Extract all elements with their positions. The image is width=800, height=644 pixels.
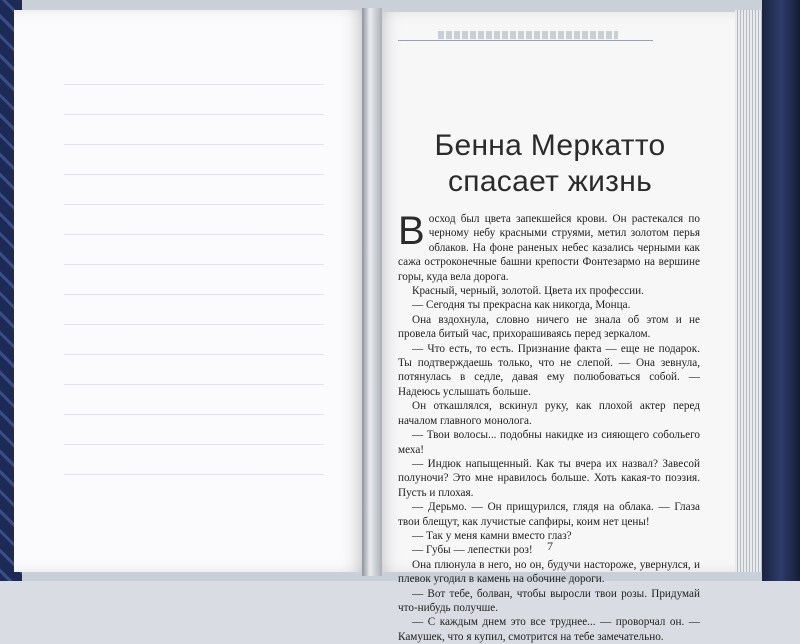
left-page [14, 10, 370, 572]
paragraph: — С каждым днем это все труднее... — проворчал он. — Камушек, что я купил, смотрится на тебе замечательно. [398, 616, 700, 643]
page-number: 7 [547, 539, 553, 553]
paragraph: — Дерьмо. — Он прищурился, глядя на облака. — Глаза твои блещут, как лучистые сапфиры, коим нет цены! [398, 501, 700, 528]
drop-cap: В [398, 209, 425, 253]
paragraph: Красный, черный, золотой. Цвета их профессии. [412, 285, 644, 298]
paragraph: — Индюк напыщенный. Как ты вчера их назвал? Завесой полуночи? Это мне нравилось больше. Хоть какая-то поэзия. Пусть и плохая. [398, 457, 700, 499]
paragraph: — Вот тебе, болван, чтобы выросли твои розы. Придумай что-нибудь получше. [398, 587, 700, 614]
header-rule [398, 40, 653, 41]
paragraph: — Сегодня ты прекрасна как никогда, Монца. [412, 299, 631, 312]
paragraph: Она вздохнула, словно ничего не знала об этом и не провела битый час, прихорашиваясь перед зеркалом. [398, 313, 700, 341]
page-edges [735, 10, 765, 572]
running-header [438, 31, 618, 39]
paragraph: — Губы — лепестки роз! [412, 544, 533, 557]
chapter-title [400, 128, 700, 200]
bleed-through-text [64, 70, 324, 490]
paragraph: — Так у меня камни вместо глаз? [412, 529, 572, 542]
paragraph: Он откашлялся, вскинул руку, как плохой актер перед началом главного монолога. [398, 400, 700, 427]
book-gutter [362, 8, 382, 576]
paragraph: Она плюнула в него, но он, будучи настороже, увернулся, и плевок угодил в камень на обочине дороги. [398, 558, 700, 586]
right-cover-edge [762, 0, 800, 581]
paragraph: — Твои волосы... подобны накидке из сияющего собольего меха! [398, 429, 700, 456]
chapter-title-line1: Бенна Меркатто [434, 129, 666, 162]
chapter-title-line2: спасает жизнь [447, 165, 653, 198]
paragraph: — Что есть, то есть. Признание факта — еще не подарок. Ты подтверждаешь только, что не слепой. — Она зевнула, потянулась в седле, давая ему полюбоваться собой. — Надеюсь услышать больше. [398, 342, 700, 398]
chapter-body [398, 209, 700, 644]
paragraph: Восход был цвета запекшейся крови. Он растекался по черному небу красными струями, метил золотом перья облаков. На фоне раненых небес казались черными как сажа остроконечные башни крепости Фонтезармо на вершине горы, куда вела дорога. [398, 209, 700, 283]
